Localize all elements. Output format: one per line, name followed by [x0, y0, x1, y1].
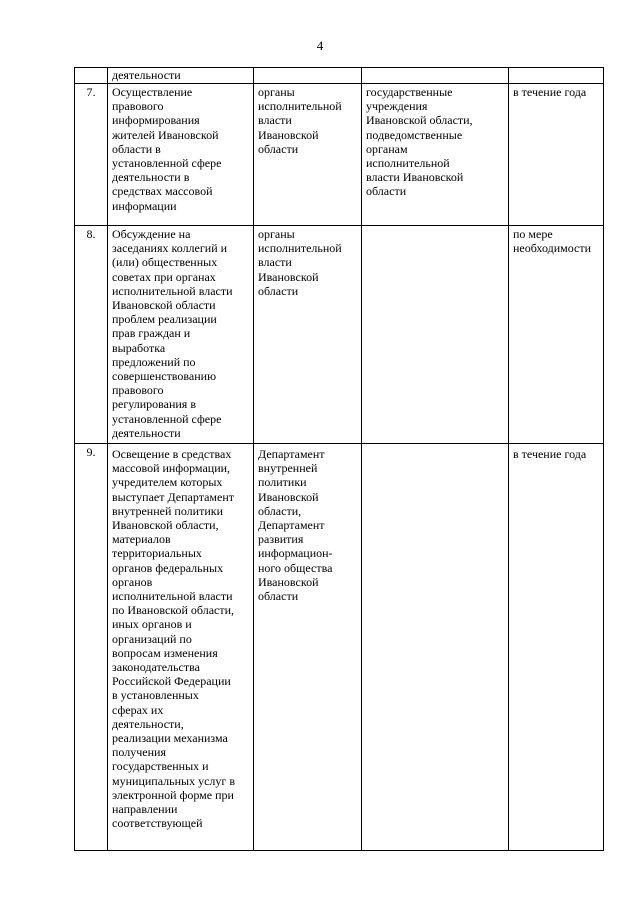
- cell-text-line: подведомственные: [366, 127, 463, 142]
- participants-cell: [362, 68, 509, 84]
- table-row: [75, 68, 604, 84]
- cell-text-line: советах при органах: [112, 269, 216, 284]
- cell-text-line: материалов: [112, 532, 171, 547]
- term-cell: [509, 68, 604, 84]
- cell-text-line: выработка: [112, 340, 166, 355]
- cell-text-line: исполнительной власти: [112, 589, 233, 604]
- cell-text-line: электронной форме при: [112, 787, 234, 802]
- responsible-cell: [254, 226, 362, 444]
- cell-text-line: Осуществление: [112, 85, 193, 99]
- cell-text-line: Ивановской: [258, 489, 319, 504]
- cell-text-line: муниципальных услуг в: [112, 773, 235, 788]
- cell-text-line: органов: [112, 574, 153, 589]
- cell-text-line: жителей Ивановской: [112, 127, 219, 142]
- cell-text-line: государственные: [366, 85, 453, 99]
- term-cell: [509, 444, 604, 851]
- cell-text-line: Ивановской области,: [366, 113, 473, 128]
- cell-text-line: проблем реализации: [112, 312, 217, 327]
- cell-text-line: по Ивановской области,: [112, 603, 235, 618]
- cell-text-line: информации: [112, 198, 177, 213]
- cell-text-line: области: [258, 283, 299, 298]
- page-number: 4: [316, 38, 324, 53]
- row-number: 8.: [75, 226, 108, 444]
- cell-text-line: законодательства: [112, 660, 200, 675]
- responsible-cell: [254, 444, 362, 851]
- row-number: 7.: [75, 84, 108, 226]
- participants-cell: [362, 84, 509, 226]
- cell-text-line: исполнительной: [366, 156, 450, 171]
- cell-text-line: установленной сфере: [112, 411, 222, 426]
- cell-text-line: Ивановской: [258, 269, 319, 284]
- cell-text-line: внутренней политики: [112, 503, 223, 518]
- cell-text-line: исполнительной власти: [112, 283, 233, 298]
- cell-text-line: правового: [112, 99, 164, 114]
- cell-text-line: органы: [258, 227, 295, 241]
- cell-text-line: Обсуждение на: [112, 227, 191, 241]
- cell-text-line: соответствующей: [112, 816, 203, 831]
- row-number: [75, 68, 108, 84]
- term-cell: [509, 84, 604, 226]
- cell-text-line: деятельности в: [112, 170, 190, 185]
- cell-text-line: сферах их: [112, 702, 164, 717]
- term-cell: [509, 226, 604, 444]
- cell-text-line: области в: [112, 141, 161, 156]
- activity-cell: [108, 226, 254, 444]
- cell-text-line: Ивановской области: [112, 298, 216, 313]
- table-row: [75, 84, 604, 226]
- cell-text-line: выступает Департамент: [112, 489, 235, 504]
- cell-text-line: установленной сфере: [112, 156, 222, 171]
- cell-text-line: органам: [366, 141, 408, 156]
- cell-text-line: учредителем которых: [112, 475, 223, 490]
- measures-table: [74, 67, 604, 851]
- cell-text-line: организаций по: [112, 631, 192, 646]
- activity-cell: [108, 444, 254, 851]
- table-row: [75, 444, 604, 851]
- cell-text-line: Департамент: [258, 518, 325, 533]
- cell-text-line: органы: [258, 85, 295, 99]
- cell-text-line: области: [366, 184, 407, 199]
- cell-text-line: политики: [258, 475, 307, 490]
- cell-text-line: деятельности,: [112, 716, 184, 731]
- cell-text-line: заседаниях коллегий и: [112, 241, 228, 256]
- cell-text-line: иных органов и: [112, 617, 192, 632]
- cell-text-line: Ивановской: [258, 574, 319, 589]
- cell-text-line: средствах массовой: [112, 184, 213, 199]
- cell-text-line: области: [258, 141, 299, 156]
- responsible-cell: [254, 68, 362, 84]
- cell-text-line: регулирования в: [112, 397, 196, 412]
- activity-cell: [108, 68, 254, 84]
- cell-text-line: Ивановской: [258, 127, 319, 142]
- cell-text-line: государственных и: [112, 759, 209, 774]
- cell-text-line: исполнительной: [258, 99, 342, 114]
- cell-text-line: реализации механизма: [112, 731, 228, 746]
- cell-text-line: направлении: [112, 802, 178, 817]
- cell-text-line: Ивановской области,: [112, 518, 219, 533]
- cell-text-line: ного общества: [258, 560, 333, 575]
- cell-text-line: власти: [258, 113, 292, 128]
- responsible-cell: [254, 84, 362, 226]
- cell-text-line: деятельности: [112, 68, 181, 82]
- table-row: [75, 226, 604, 444]
- cell-text-line: внутренней: [258, 461, 318, 476]
- cell-text-line: исполнительной: [258, 241, 342, 256]
- cell-text-line: информирования: [112, 113, 200, 128]
- cell-text-line: по мере: [513, 227, 553, 241]
- cell-text-line: Департамент: [258, 447, 325, 461]
- cell-text-line: необходимости: [513, 241, 592, 256]
- activity-cell: [108, 84, 254, 226]
- cell-text-line: области,: [258, 503, 302, 518]
- cell-text-line: в установленных: [112, 688, 199, 703]
- cell-text-line: органов федеральных: [112, 560, 224, 575]
- cell-text-line: (или) общественных: [112, 255, 218, 270]
- cell-text-line: развития: [258, 532, 304, 547]
- cell-text-line: в течение года: [513, 85, 587, 99]
- cell-text-line: Освещение в средствах: [112, 447, 232, 461]
- cell-text-line: совершенствованию: [112, 369, 217, 384]
- participants-cell: [362, 226, 509, 444]
- cell-text-line: территориальных: [112, 546, 202, 561]
- cell-text-line: массовой информации,: [112, 461, 231, 476]
- cell-text-line: вопросам изменения: [112, 645, 218, 660]
- cell-text-line: получения: [112, 745, 166, 760]
- cell-text-line: Российской Федерации: [112, 674, 231, 689]
- cell-text-line: предложений по: [112, 354, 196, 369]
- cell-text-line: правового: [112, 383, 164, 398]
- cell-text-line: учреждения: [366, 99, 428, 114]
- cell-text-line: власти Ивановской: [366, 170, 464, 185]
- participants-cell: [362, 444, 509, 851]
- cell-text-line: деятельности: [112, 425, 181, 440]
- cell-text-line: области: [258, 589, 299, 604]
- row-number: 9.: [75, 444, 108, 851]
- cell-text-line: в течение года: [513, 447, 587, 461]
- cell-text-line: информацион-: [258, 546, 333, 561]
- cell-text-line: прав граждан и: [112, 326, 191, 341]
- cell-text-line: власти: [258, 255, 292, 270]
